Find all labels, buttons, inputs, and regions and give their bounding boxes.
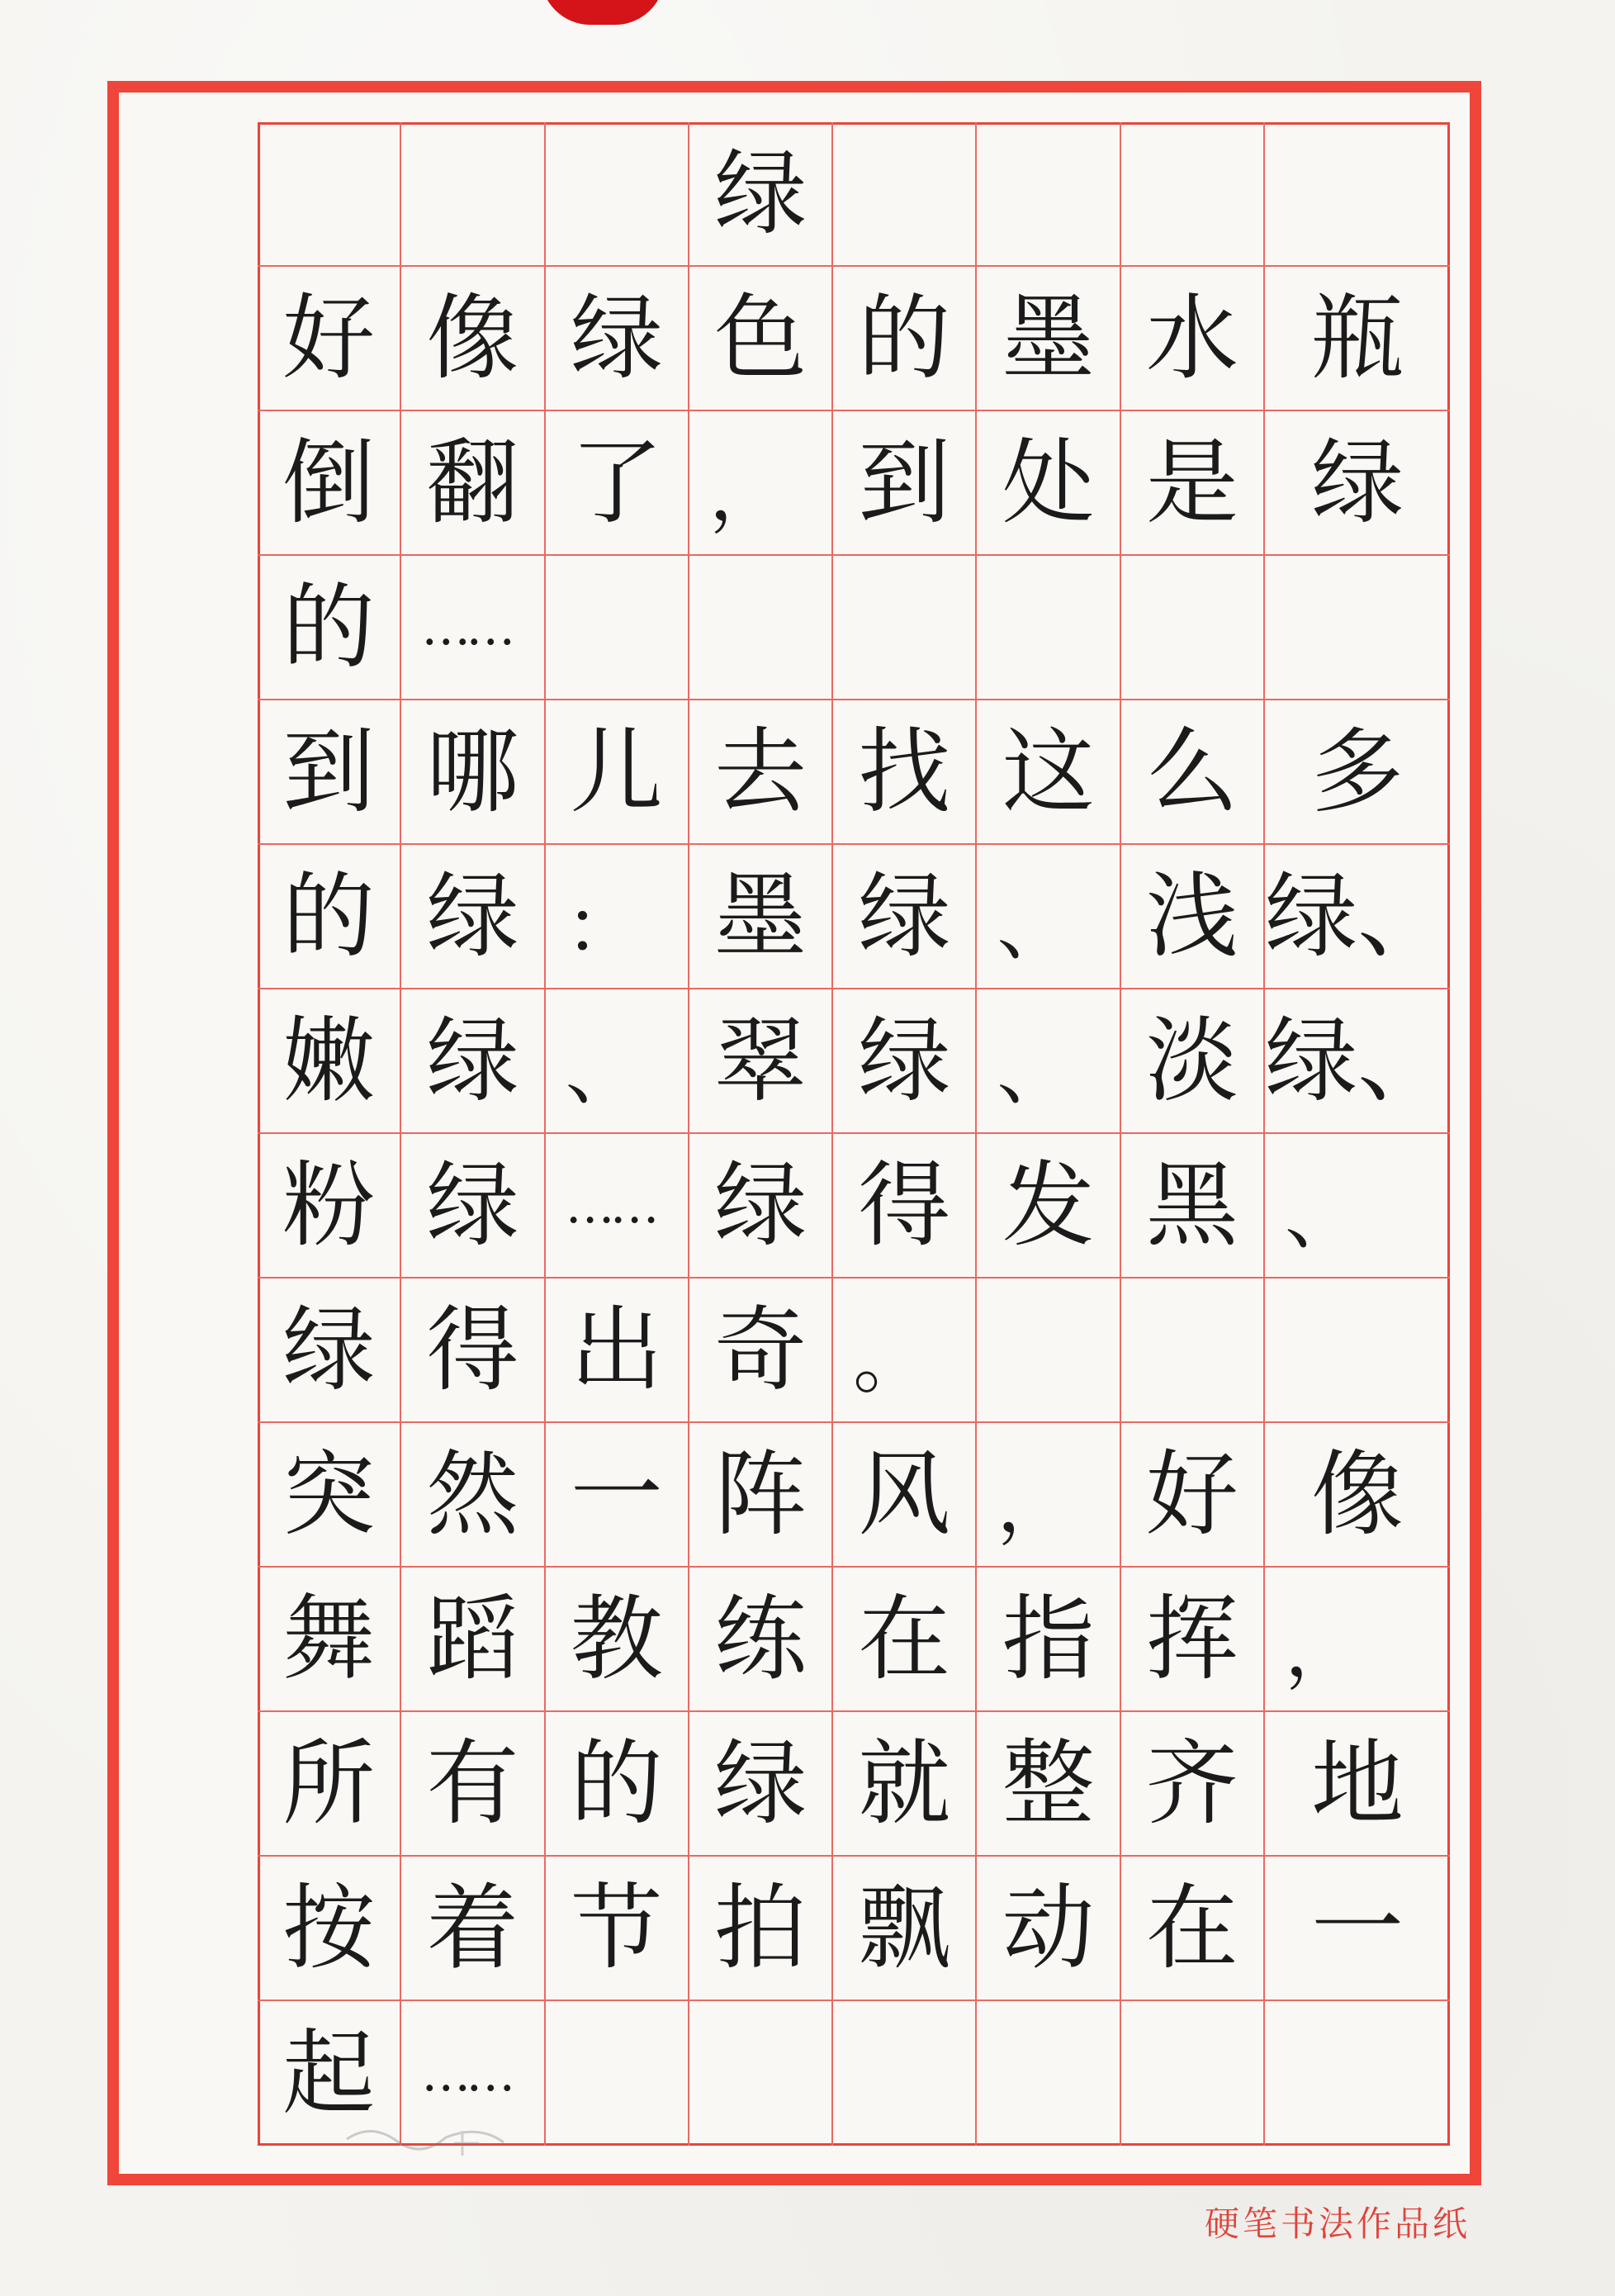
- grid-cell: ，: [689, 411, 833, 556]
- grid-cell: 绿: [689, 122, 833, 267]
- grid-cell: 瓶: [1265, 267, 1450, 411]
- grid-cell: 绿: [401, 989, 545, 1134]
- grid-cell: ……: [401, 2001, 545, 2146]
- grid-cell: 然: [401, 1423, 545, 1568]
- grid-cell: [1121, 2001, 1265, 2146]
- grid-cell: ……: [546, 1134, 689, 1278]
- grid-cell: [1265, 122, 1450, 267]
- grid-cell: 指: [977, 1568, 1120, 1712]
- grid-cell: [833, 556, 977, 700]
- grid-cell: [1121, 1278, 1265, 1423]
- grid-cell: [1265, 2001, 1450, 2146]
- grid-cell: 所: [258, 1712, 401, 1857]
- grid-cell: 起: [258, 2001, 401, 2146]
- grid-cell: 绿: [833, 989, 977, 1134]
- grid-cell: 好: [258, 267, 401, 411]
- grid-cell: 在: [1121, 1857, 1265, 2001]
- grid-cell: 淡: [1121, 989, 1265, 1134]
- grid-cell: 浅: [1121, 845, 1265, 989]
- grid-cell: 嫩: [258, 989, 401, 1134]
- grid-cell: 、: [1265, 1134, 1450, 1278]
- grid-cell: 动: [977, 1857, 1120, 2001]
- grid-cell: 是: [1121, 411, 1265, 556]
- grid-cell: 倒: [258, 411, 401, 556]
- paper-caption: 硬笔书法作品纸: [1204, 2203, 1471, 2244]
- calligraphy-grid: [258, 122, 1450, 2146]
- grid-cell: 到: [833, 411, 977, 556]
- grid-cell: 处: [977, 411, 1120, 556]
- grid-cell: 翠: [689, 989, 833, 1134]
- grid-cell: [977, 1278, 1120, 1423]
- grid-cell: 绿: [401, 1134, 545, 1278]
- grid-cell: 的: [258, 556, 401, 700]
- grid-cell: ，: [977, 1423, 1120, 1568]
- grid-cell: 整: [977, 1712, 1120, 1857]
- grid-cell: 地: [1265, 1712, 1450, 1857]
- grid-cell: 绿、: [1265, 845, 1450, 989]
- grid-cell: 得: [401, 1278, 545, 1423]
- grid-cell: 一: [546, 1423, 689, 1568]
- grid-cell: [546, 2001, 689, 2146]
- grid-cell: 阵: [689, 1423, 833, 1568]
- grid-cell: 去: [689, 700, 833, 845]
- grid-cell: 找: [833, 700, 977, 845]
- grid-cell: 、: [977, 845, 1120, 989]
- grid-cell: 绿、: [1265, 989, 1450, 1134]
- grid-cell: [1265, 556, 1450, 700]
- grid-cell: 儿: [546, 700, 689, 845]
- grid-cell: 飘: [833, 1857, 977, 2001]
- grid-cell: ：: [546, 845, 689, 989]
- grid-cell: 水: [1121, 267, 1265, 411]
- grid-cell: 节: [546, 1857, 689, 2001]
- grid-cell: 教: [546, 1568, 689, 1712]
- grid-cell: 绿: [833, 845, 977, 989]
- grid-cell: 了: [546, 411, 689, 556]
- grid-cell: 墨: [977, 267, 1120, 411]
- grid-cell: [546, 556, 689, 700]
- grid-cell: 、: [977, 989, 1120, 1134]
- grid-cell: 色: [689, 267, 833, 411]
- grid-cell: 到: [258, 700, 401, 845]
- grid-cell: 粉: [258, 1134, 401, 1278]
- pencil-smudge: [339, 2114, 537, 2164]
- grid-cell: [1121, 122, 1265, 267]
- grid-cell: 奇: [689, 1278, 833, 1423]
- grid-cell: [1121, 556, 1265, 700]
- grid-cell: 多: [1265, 700, 1450, 845]
- grid-cell: 像: [1265, 1423, 1450, 1568]
- grid-cell: [401, 122, 545, 267]
- grid-cell: 按: [258, 1857, 401, 2001]
- grid-cell: 齐: [1121, 1712, 1265, 1857]
- grid-cell: 的: [546, 1712, 689, 1857]
- grid-cell: 绿: [689, 1712, 833, 1857]
- grid-cell: [977, 122, 1120, 267]
- grid-cell: ，: [1265, 1568, 1450, 1712]
- grid-cell: [977, 556, 1120, 700]
- grid-cell: [258, 122, 401, 267]
- grid-cell: 练: [689, 1568, 833, 1712]
- grid-cell: 绿: [401, 845, 545, 989]
- grid-cell: [833, 2001, 977, 2146]
- grid-cell: 就: [833, 1712, 977, 1857]
- grid-cell: 风: [833, 1423, 977, 1568]
- grid-cell: 拍: [689, 1857, 833, 2001]
- grid-cell: 着: [401, 1857, 545, 2001]
- grid-cell: 一: [1265, 1857, 1450, 2001]
- grid-cell: 发: [977, 1134, 1120, 1278]
- grid-cell: ……: [401, 556, 545, 700]
- grid-cell: 得: [833, 1134, 977, 1278]
- grid-cell: 。: [833, 1278, 977, 1423]
- grid-cell: [689, 556, 833, 700]
- grid-cell: [1265, 1278, 1450, 1423]
- grid-cell: 舞: [258, 1568, 401, 1712]
- grid-cell: 绿: [258, 1278, 401, 1423]
- grid-cell: 蹈: [401, 1568, 545, 1712]
- grid-cell: 黑: [1121, 1134, 1265, 1278]
- grid-cell: 绿: [689, 1134, 833, 1278]
- grid-cell: 墨: [689, 845, 833, 989]
- grid-cell: 绿: [1265, 411, 1450, 556]
- grid-cell: 、: [546, 989, 689, 1134]
- grid-cell: 么: [1121, 700, 1265, 845]
- grid-cell: 有: [401, 1712, 545, 1857]
- grid-cell: 这: [977, 700, 1120, 845]
- grid-cell: [689, 2001, 833, 2146]
- grid-cell: [977, 2001, 1120, 2146]
- grid-cell: 挥: [1121, 1568, 1265, 1712]
- grid-cell: 突: [258, 1423, 401, 1568]
- grid-cell: 绿: [546, 267, 689, 411]
- grid-cell: 像: [401, 267, 545, 411]
- grid-cell: 出: [546, 1278, 689, 1423]
- grid-cell: 在: [833, 1568, 977, 1712]
- grid-cell: [833, 122, 977, 267]
- grid-cell: 哪: [401, 700, 545, 845]
- grid-cell: 的: [833, 267, 977, 411]
- grid-cell: 的: [258, 845, 401, 989]
- grid-cell: [546, 122, 689, 267]
- grid-cell: 好: [1121, 1423, 1265, 1568]
- grid-cell: 翻: [401, 411, 545, 556]
